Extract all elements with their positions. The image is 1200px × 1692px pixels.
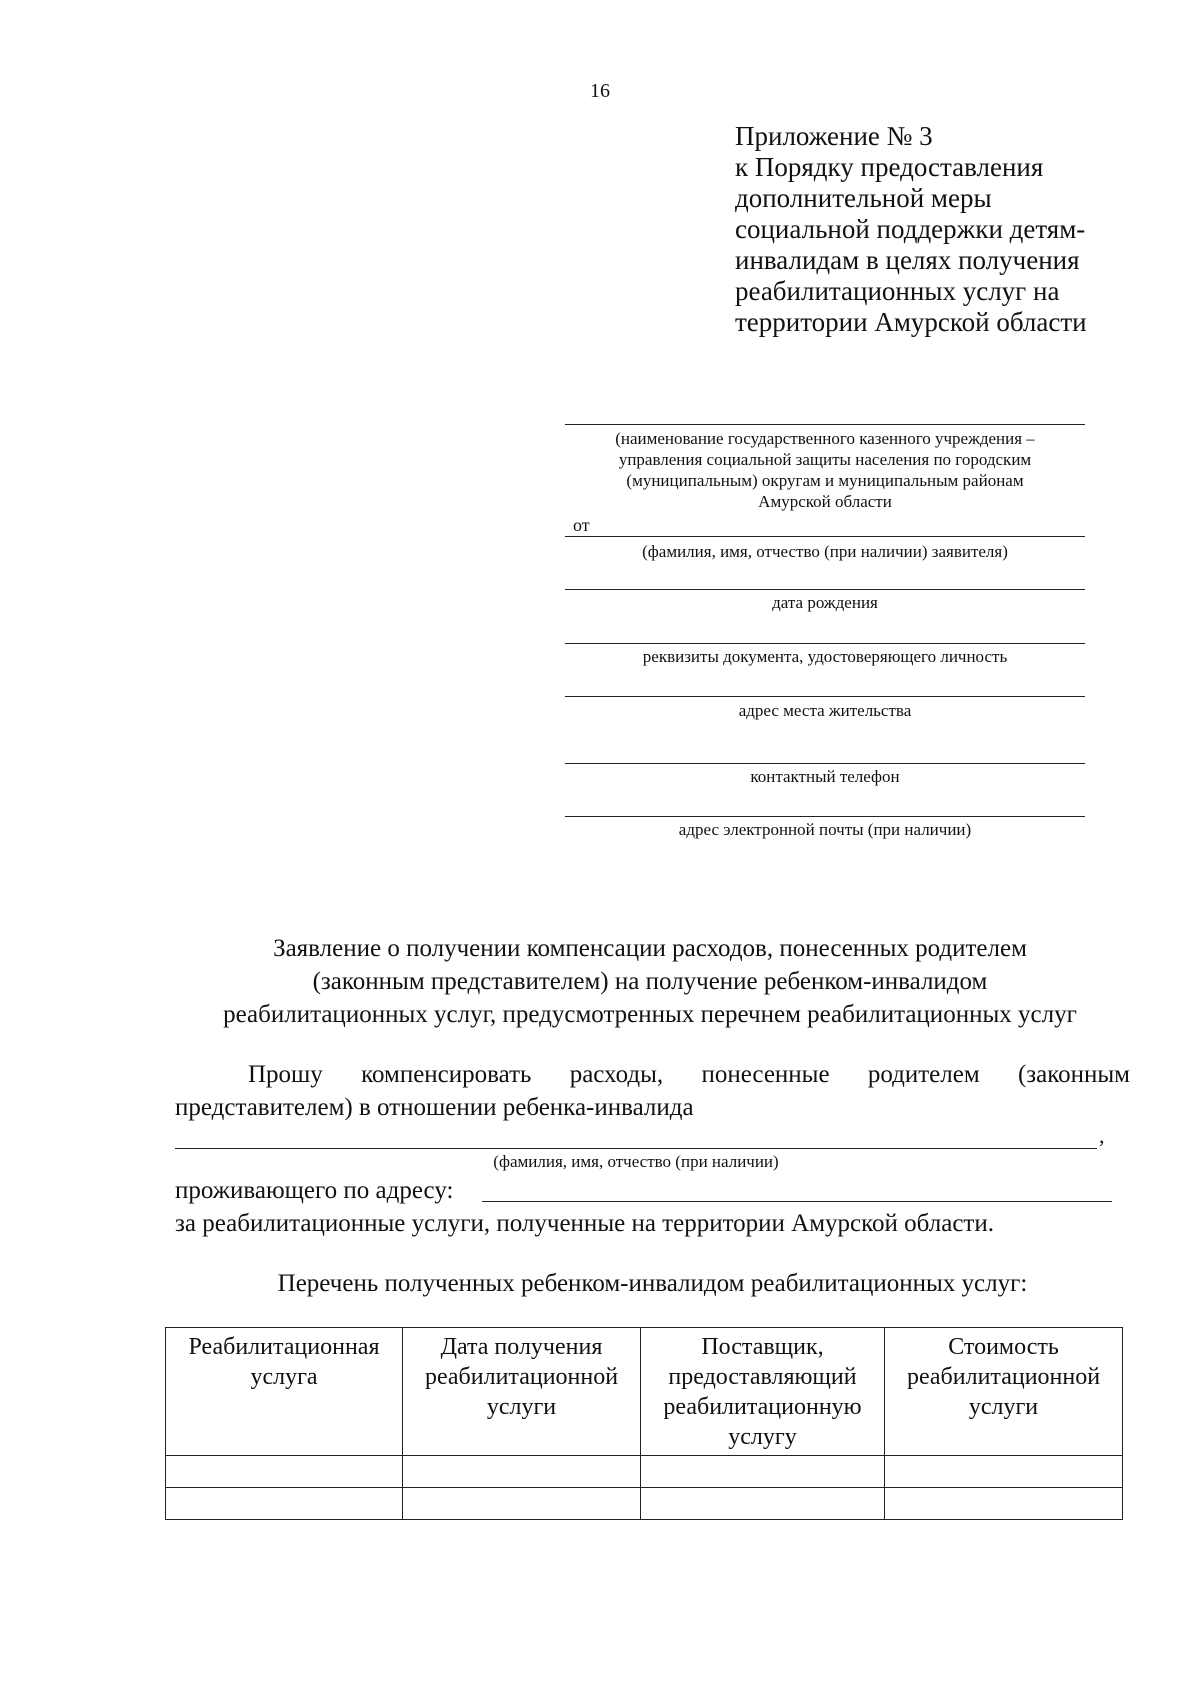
- applicant-name-field[interactable]: [565, 536, 1085, 537]
- header-provider: Поставщик, предоставляющий реабилитационную услугу: [641, 1328, 885, 1456]
- application-title: Заявление о получении компенсации расходов, понесенных родителем (законным представителем) на получение ребенком-инвалидом реабилитационных услуг, предусмотренных перечнем реабилитационных услуг: [223, 935, 1077, 1028]
- header-date: Дата получения реабилитационной услуги: [403, 1328, 641, 1456]
- institution-name-caption: (наименование государственного казенного учреждения – управления социальной защиты населения по городским (муниципальным) округам и муниципальным районам Амурской области: [615, 429, 1035, 511]
- child-name-comma: ,: [1099, 1123, 1105, 1148]
- appendix-line: территории Амурской области: [735, 307, 1087, 337]
- table-cell[interactable]: [885, 1456, 1123, 1488]
- table-row: [166, 1456, 1123, 1488]
- appendix-line: реабилитационных услуг на: [735, 276, 1060, 306]
- appendix-heading: [735, 121, 1087, 338]
- residence-address-caption: адрес места жительства: [738, 701, 912, 720]
- request-text-line2: представителем) в отношении ребенка-инвалида: [175, 1094, 694, 1121]
- table-row: [166, 1488, 1123, 1520]
- appendix-line: к Порядку предоставления: [735, 152, 1044, 182]
- appendix-line: инвалидам в целях получения: [735, 245, 1080, 275]
- child-name-field[interactable]: [175, 1148, 1097, 1149]
- table-cell[interactable]: [641, 1456, 885, 1488]
- birth-date-caption: дата рождения: [772, 593, 878, 612]
- header-service: Реабилитационная услуга: [166, 1328, 403, 1456]
- page-number: 16: [590, 80, 610, 102]
- appendix-line: дополнительной меры: [735, 183, 992, 213]
- appendix-line: Приложение № 3: [735, 121, 933, 151]
- appendix-line: социальной поддержки детям-: [735, 214, 1086, 244]
- table-cell[interactable]: [641, 1488, 885, 1520]
- header-cost: Стоимость реабилитационной услуги: [885, 1328, 1123, 1456]
- request-text-line1: Прошу компенсировать расходы, понесенные родителем (законным: [248, 1061, 1130, 1088]
- identity-document-field[interactable]: [565, 643, 1085, 644]
- address-label: проживающего по адресу:: [175, 1177, 454, 1204]
- phone-caption: контактный телефон: [750, 767, 900, 786]
- table-header-row: [166, 1328, 1123, 1456]
- identity-document-caption: реквизиты документа, удостоверяющего личность: [642, 647, 1008, 666]
- services-territory-text: за реабилитационные услуги, полученные на территории Амурской области.: [175, 1210, 994, 1237]
- applicant-name-caption: (фамилия, имя, отчество (при наличии) заявителя): [642, 542, 1008, 561]
- child-name-caption: (фамилия, имя, отчество (при наличии): [493, 1152, 779, 1171]
- table-cell[interactable]: [885, 1488, 1123, 1520]
- services-table: [165, 1327, 1123, 1520]
- residence-address-field[interactable]: [565, 696, 1085, 697]
- from-label: от: [573, 515, 590, 535]
- child-address-field[interactable]: [482, 1201, 1112, 1202]
- institution-name-field[interactable]: [565, 424, 1085, 425]
- table-cell[interactable]: [403, 1456, 641, 1488]
- birth-date-field[interactable]: [565, 589, 1085, 590]
- phone-field[interactable]: [565, 763, 1085, 764]
- email-field[interactable]: [565, 816, 1085, 817]
- table-cell[interactable]: [166, 1488, 403, 1520]
- services-list-title: Перечень полученных ребенком-инвалидом реабилитационных услуг:: [277, 1270, 1028, 1297]
- email-caption: адрес электронной почты (при наличии): [678, 820, 972, 839]
- table-cell[interactable]: [403, 1488, 641, 1520]
- table-cell[interactable]: [166, 1456, 403, 1488]
